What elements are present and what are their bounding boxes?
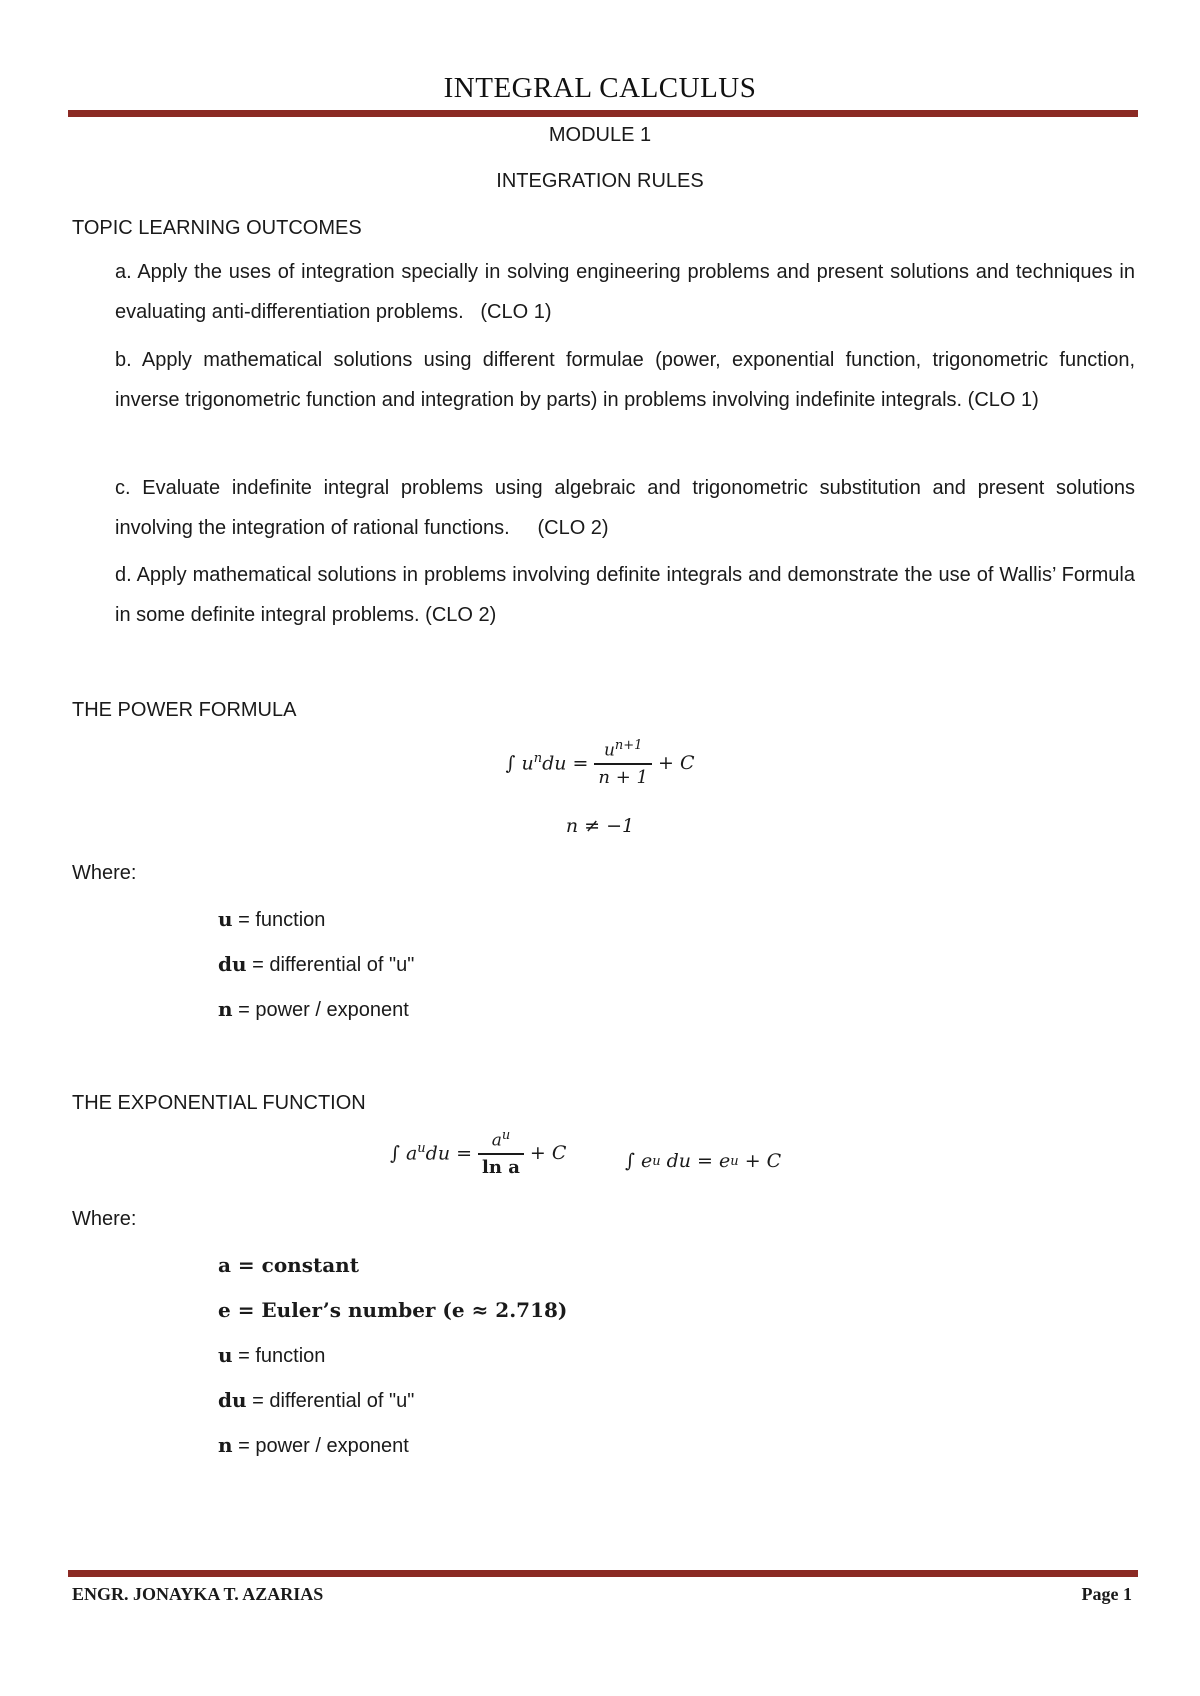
outcomes-heading: TOPIC LEARNING OUTCOMES	[72, 217, 362, 239]
document-header-title: INTEGRAL CALCULUS	[443, 72, 757, 104]
outcome-item-c: c. Evaluate indefinite integral problems using algebraic and trigonometric substitution and present solutions involving the integration of rational functions. (CLO 2)	[115, 477, 1135, 539]
exp-def-e: e = Euler’s number (e ≈ 2.718)	[218, 1298, 568, 1322]
power-def-u: u = function	[218, 907, 326, 931]
power-rhs: + C	[658, 751, 695, 774]
exp-def-a: a = constant	[218, 1253, 359, 1277]
exponential-formula-a: ∫ $a^udu$ = $\frac{a^u}{\text{ln a}}$ + C	[390, 1128, 567, 1178]
outcome-item-d: d. Apply mathematical solutions in problems involving definite integrals and demonstrate the use of Wallis’ Formula in some definite integral problems. (CLO 2)	[115, 564, 1135, 626]
exponential-where-label: Where:	[72, 1208, 137, 1230]
module-label: MODULE 1	[548, 124, 652, 146]
footer-author: ENGR. JONAYKA T. AZARIAS	[72, 1584, 324, 1604]
power-lhs: ∫ $u^ndu$ =	[505, 751, 589, 775]
exp-def-n: n = power / exponent	[218, 1433, 409, 1457]
exp-def-u: u = function	[218, 1343, 326, 1367]
footer-page-number: Page 1	[1081, 1584, 1132, 1604]
footer-rule	[68, 1570, 1138, 1577]
power-def-du: du = differential of "u"	[218, 952, 415, 976]
power-condition: n ≠ −1	[565, 815, 635, 837]
exponential-heading: THE EXPONENTIAL FUNCTION	[72, 1092, 366, 1114]
power-fraction: $\frac{u^{n+1}}{n + 1}$	[594, 738, 652, 788]
power-where-label: Where:	[72, 862, 137, 884]
outcome-item-b: b. Apply mathematical solutions using different formulae (power, exponential function, trigonometric function, inverse trigonometric function and integration by parts) in problems involving indefinite integrals. (CLO 1)	[115, 349, 1135, 411]
exp-def-du: du = differential of "u"	[218, 1388, 415, 1412]
exponential-formula-e: ∫ e u du = e u + C	[625, 1150, 782, 1172]
power-formula	[0, 738, 1200, 788]
power-def-n: n = power / exponent	[218, 997, 409, 1021]
exponential-fraction: $\frac{a^u}{\text{ln a}}$	[478, 1128, 524, 1178]
header-rule	[68, 110, 1138, 117]
power-formula-heading: THE POWER FORMULA	[72, 699, 297, 721]
module-title: INTEGRATION RULES	[496, 170, 704, 192]
outcome-item-a: a. Apply the uses of integration specially in solving engineering problems and present solutions and techniques in evaluating anti-differentiation problems. (CLO 1)	[115, 261, 1135, 323]
